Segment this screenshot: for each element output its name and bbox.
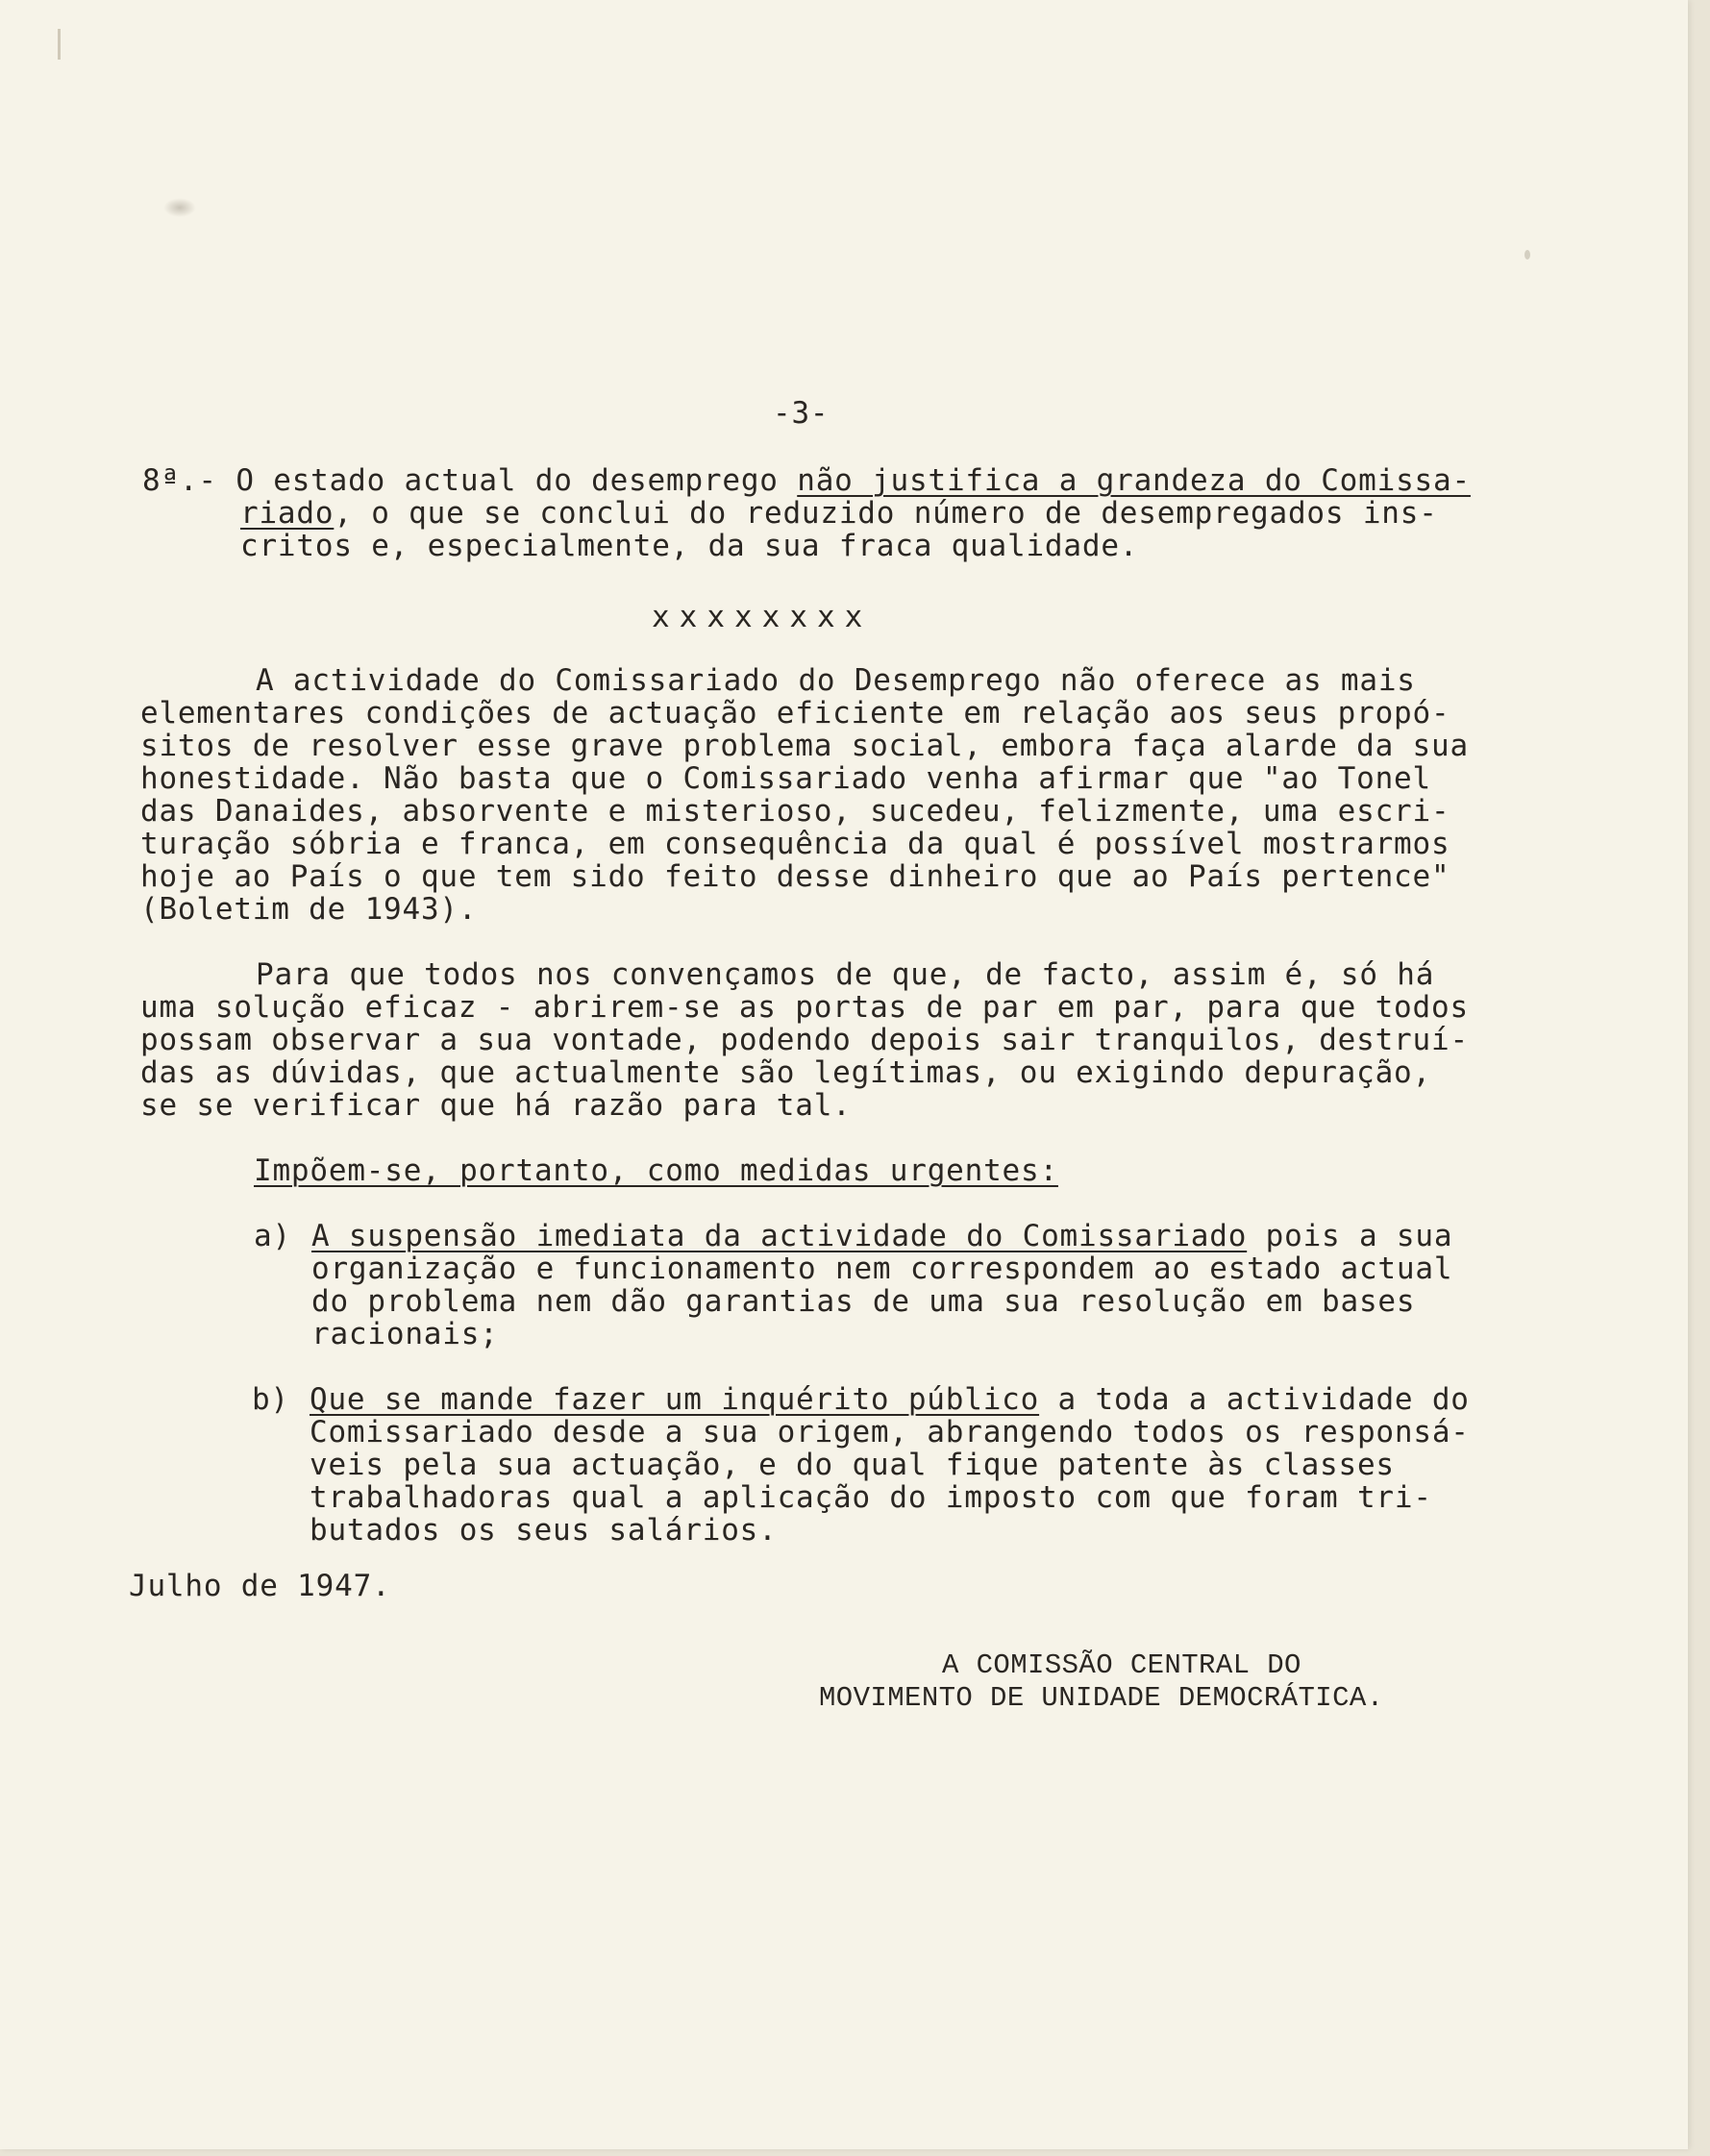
section-8-line-2-text: , o que se conclui do reduzido número de desempregados ins- <box>334 496 1438 531</box>
measures-heading: Impõem-se, portanto, como medidas urgentes: <box>254 1153 1058 1188</box>
paragraph-1-line: hoje ao País o que tem sido feito desse dinheiro que ao País pertence" <box>140 859 1450 894</box>
paragraph-1-line: sitos de resolver esse grave problema social, embora faça alarde da sua <box>140 729 1469 763</box>
measure-b-underlined-text: Que se mande fazer um inquérito público <box>310 1382 1040 1417</box>
measure-a-line-1-text: pois a sua <box>1247 1219 1453 1253</box>
page-number: -3- <box>773 396 830 431</box>
signature-line-1: A COMISSÃO CENTRAL DO <box>942 1649 1301 1681</box>
signature-line-2: MOVIMENTO DE UNIDADE DEMOCRÁTICA. <box>819 1682 1384 1714</box>
paragraph-2-line: Para que todos nos convençamos de que, de facto, assim é, só há <box>256 957 1435 992</box>
paragraph-1-line: A actividade do Comissariado do Desemprego não oferece as mais <box>256 663 1416 698</box>
section-8-line-1-text: 8ª.- O estado actual do desemprego <box>142 463 798 498</box>
measure-a-line: do problema nem dão garantias de uma sua resolução em bases <box>311 1284 1416 1319</box>
measure-b-line: butados os seus salários. <box>310 1513 778 1548</box>
paragraph-1-line: honestidade. Não basta que o Comissariado venha afirmar que "ao Tonel <box>140 761 1431 796</box>
paragraph-2-line: uma solução eficaz - abrirem-se as portas de par em par, para que todos <box>140 990 1469 1025</box>
measure-a-line-1 <box>311 1219 1452 1253</box>
measure-b-line: trabalhadoras qual a aplicação do imposto com que foram tri- <box>310 1480 1432 1515</box>
measure-b-line: veis pela sua actuação, e do qual fique patente às classes <box>310 1448 1395 1482</box>
measure-a-line: racionais; <box>311 1317 499 1351</box>
paragraph-1-line: das Danaides, absorvente e misterioso, sucedeu, felizmente, uma escri- <box>140 794 1450 829</box>
section-8-line-3: critos e, especialmente, da sua fraca qualidade. <box>240 529 1139 563</box>
section-8-line-1 <box>142 463 1471 498</box>
measure-b-marker: b) <box>252 1382 289 1417</box>
paragraph-2-line: se se verificar que há razão para tal. <box>140 1088 852 1123</box>
measure-a-underlined-text: A suspensão imediata da actividade do Comissariado <box>311 1219 1248 1253</box>
paragraph-2-line: possam observar a sua vontade, podendo depois sair tranquilos, destruí- <box>140 1023 1469 1057</box>
paragraph-1-line: turação sóbria e franca, em consequência da qual é possível mostrarmos <box>140 827 1450 861</box>
measure-a-marker: a) <box>254 1219 291 1253</box>
paragraph-1-line: (Boletim de 1943). <box>140 892 478 927</box>
section-8-underlined-word: riado <box>240 496 335 531</box>
paper-smudge-mark <box>163 198 196 217</box>
document-date: Julho de 1947. <box>129 1569 391 1603</box>
measure-a-line: organização e funcionamento nem correspondem ao estado actual <box>311 1251 1453 1286</box>
section-divider: xxxxxxxx <box>652 600 873 634</box>
paragraph-2-line: das as dúvidas, que actualmente são legítimas, ou exigindo depuração, <box>140 1055 1431 1090</box>
paper-spot-mark <box>1524 250 1530 260</box>
paper-scratch-mark <box>58 29 61 60</box>
section-8-line-2 <box>240 496 1438 531</box>
paragraph-1-line: elementares condições de actuação eficiente em relação aos seus propó- <box>140 696 1450 731</box>
section-8-underlined-claim: não justifica a grandeza do Comissa- <box>797 463 1471 498</box>
measure-b-line-1 <box>310 1382 1470 1417</box>
measure-b-line-1-text: a toda a actividade do <box>1039 1382 1470 1417</box>
measure-b-line: Comissariado desde a sua origem, abrangendo todos os responsá- <box>310 1415 1470 1450</box>
